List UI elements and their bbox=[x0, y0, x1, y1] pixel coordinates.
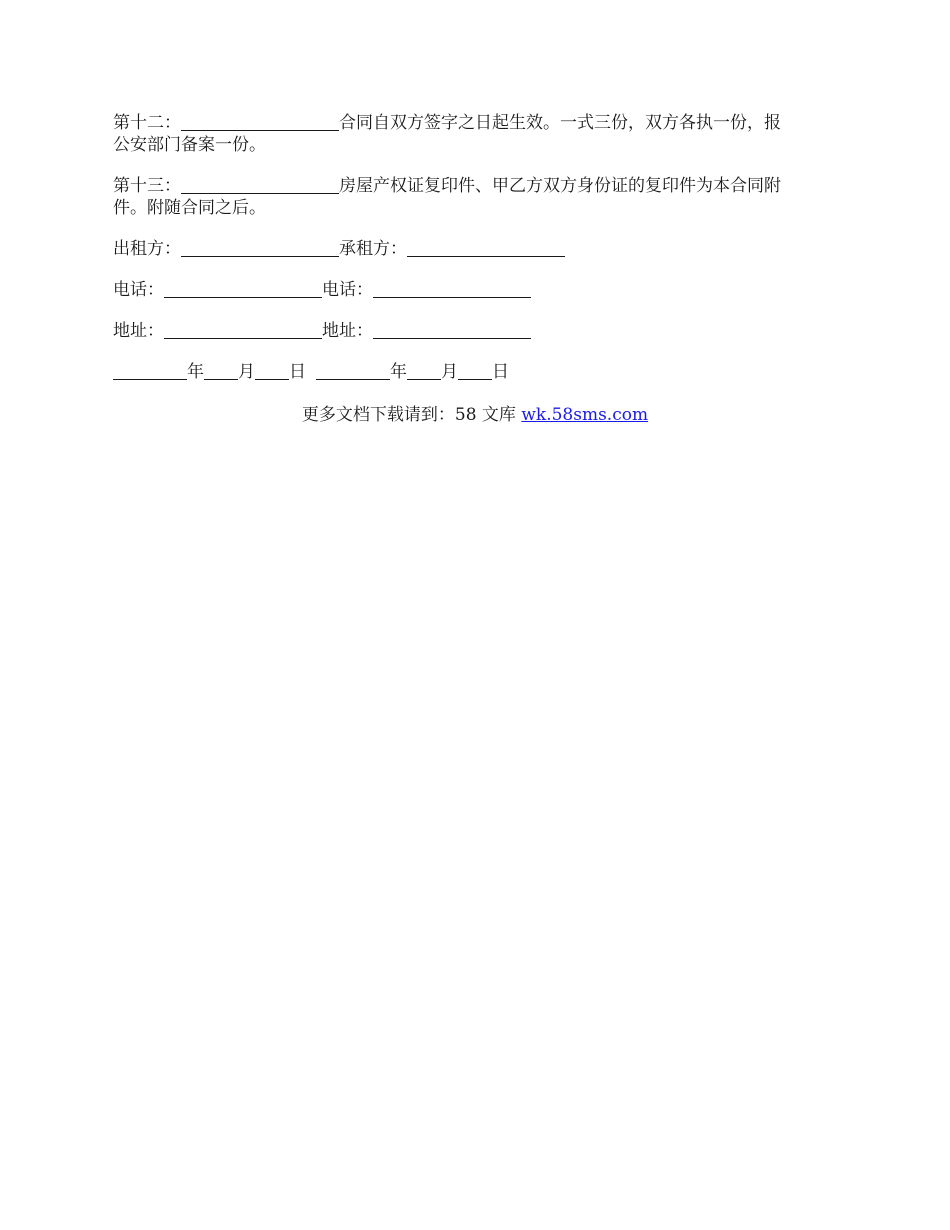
lessor-day-blank bbox=[255, 362, 289, 380]
lessor-month-blank bbox=[204, 362, 238, 380]
lessor-month-label: 月 bbox=[238, 362, 255, 382]
lessee-year-blank bbox=[316, 362, 390, 380]
document-body bbox=[113, 112, 833, 402]
clause-13-text-line1: 房屋产权证复印件、甲乙方双方身份证的复印件为本合同附 bbox=[339, 176, 781, 196]
lessee-month-blank bbox=[407, 362, 441, 380]
phone-line bbox=[113, 279, 833, 301]
lessor-phone-label: 电话： bbox=[113, 280, 164, 300]
date-line bbox=[113, 361, 833, 383]
lessee-year-label: 年 bbox=[390, 362, 407, 382]
lessee-label: 承租方： bbox=[339, 239, 407, 259]
party-line bbox=[113, 238, 833, 260]
lessor-blank bbox=[181, 239, 339, 257]
lessor-label: 出租方： bbox=[113, 239, 181, 259]
download-footer bbox=[0, 404, 950, 426]
lessee-address-label: 地址： bbox=[322, 321, 373, 341]
clause-12-prefix: 第十二： bbox=[113, 113, 181, 133]
lessor-day-label: 日 bbox=[289, 362, 306, 382]
lessee-address-blank bbox=[373, 321, 531, 339]
clause-12-text-line2: 公安部门备案一份。 bbox=[113, 135, 266, 155]
clause-13-blank bbox=[181, 176, 339, 194]
lessee-day-blank bbox=[458, 362, 492, 380]
lessee-phone-label: 电话： bbox=[322, 280, 373, 300]
lessor-address-label: 地址： bbox=[113, 321, 164, 341]
clause-12 bbox=[113, 112, 833, 156]
clause-12-blank bbox=[181, 113, 339, 131]
lessee-blank bbox=[407, 239, 565, 257]
lessee-month-label: 月 bbox=[441, 362, 458, 382]
footer-link[interactable]: wk.58sms.com bbox=[521, 405, 649, 425]
clause-12-text-line1: 合同自双方签字之日起生效。一式三份，双方各执一份，报 bbox=[339, 113, 781, 133]
clause-13-prefix: 第十三： bbox=[113, 176, 181, 196]
footer-text: 更多文档下载请到：58 文库 bbox=[301, 405, 522, 425]
lessor-phone-blank bbox=[164, 280, 322, 298]
lessee-phone-blank bbox=[373, 280, 531, 298]
address-line bbox=[113, 320, 833, 342]
clause-13-text-line2: 件。附随合同之后。 bbox=[113, 198, 266, 218]
lessor-address-blank bbox=[164, 321, 322, 339]
lessee-day-label: 日 bbox=[492, 362, 509, 382]
lessor-year-blank bbox=[113, 362, 187, 380]
clause-13 bbox=[113, 175, 833, 219]
lessor-year-label: 年 bbox=[187, 362, 204, 382]
